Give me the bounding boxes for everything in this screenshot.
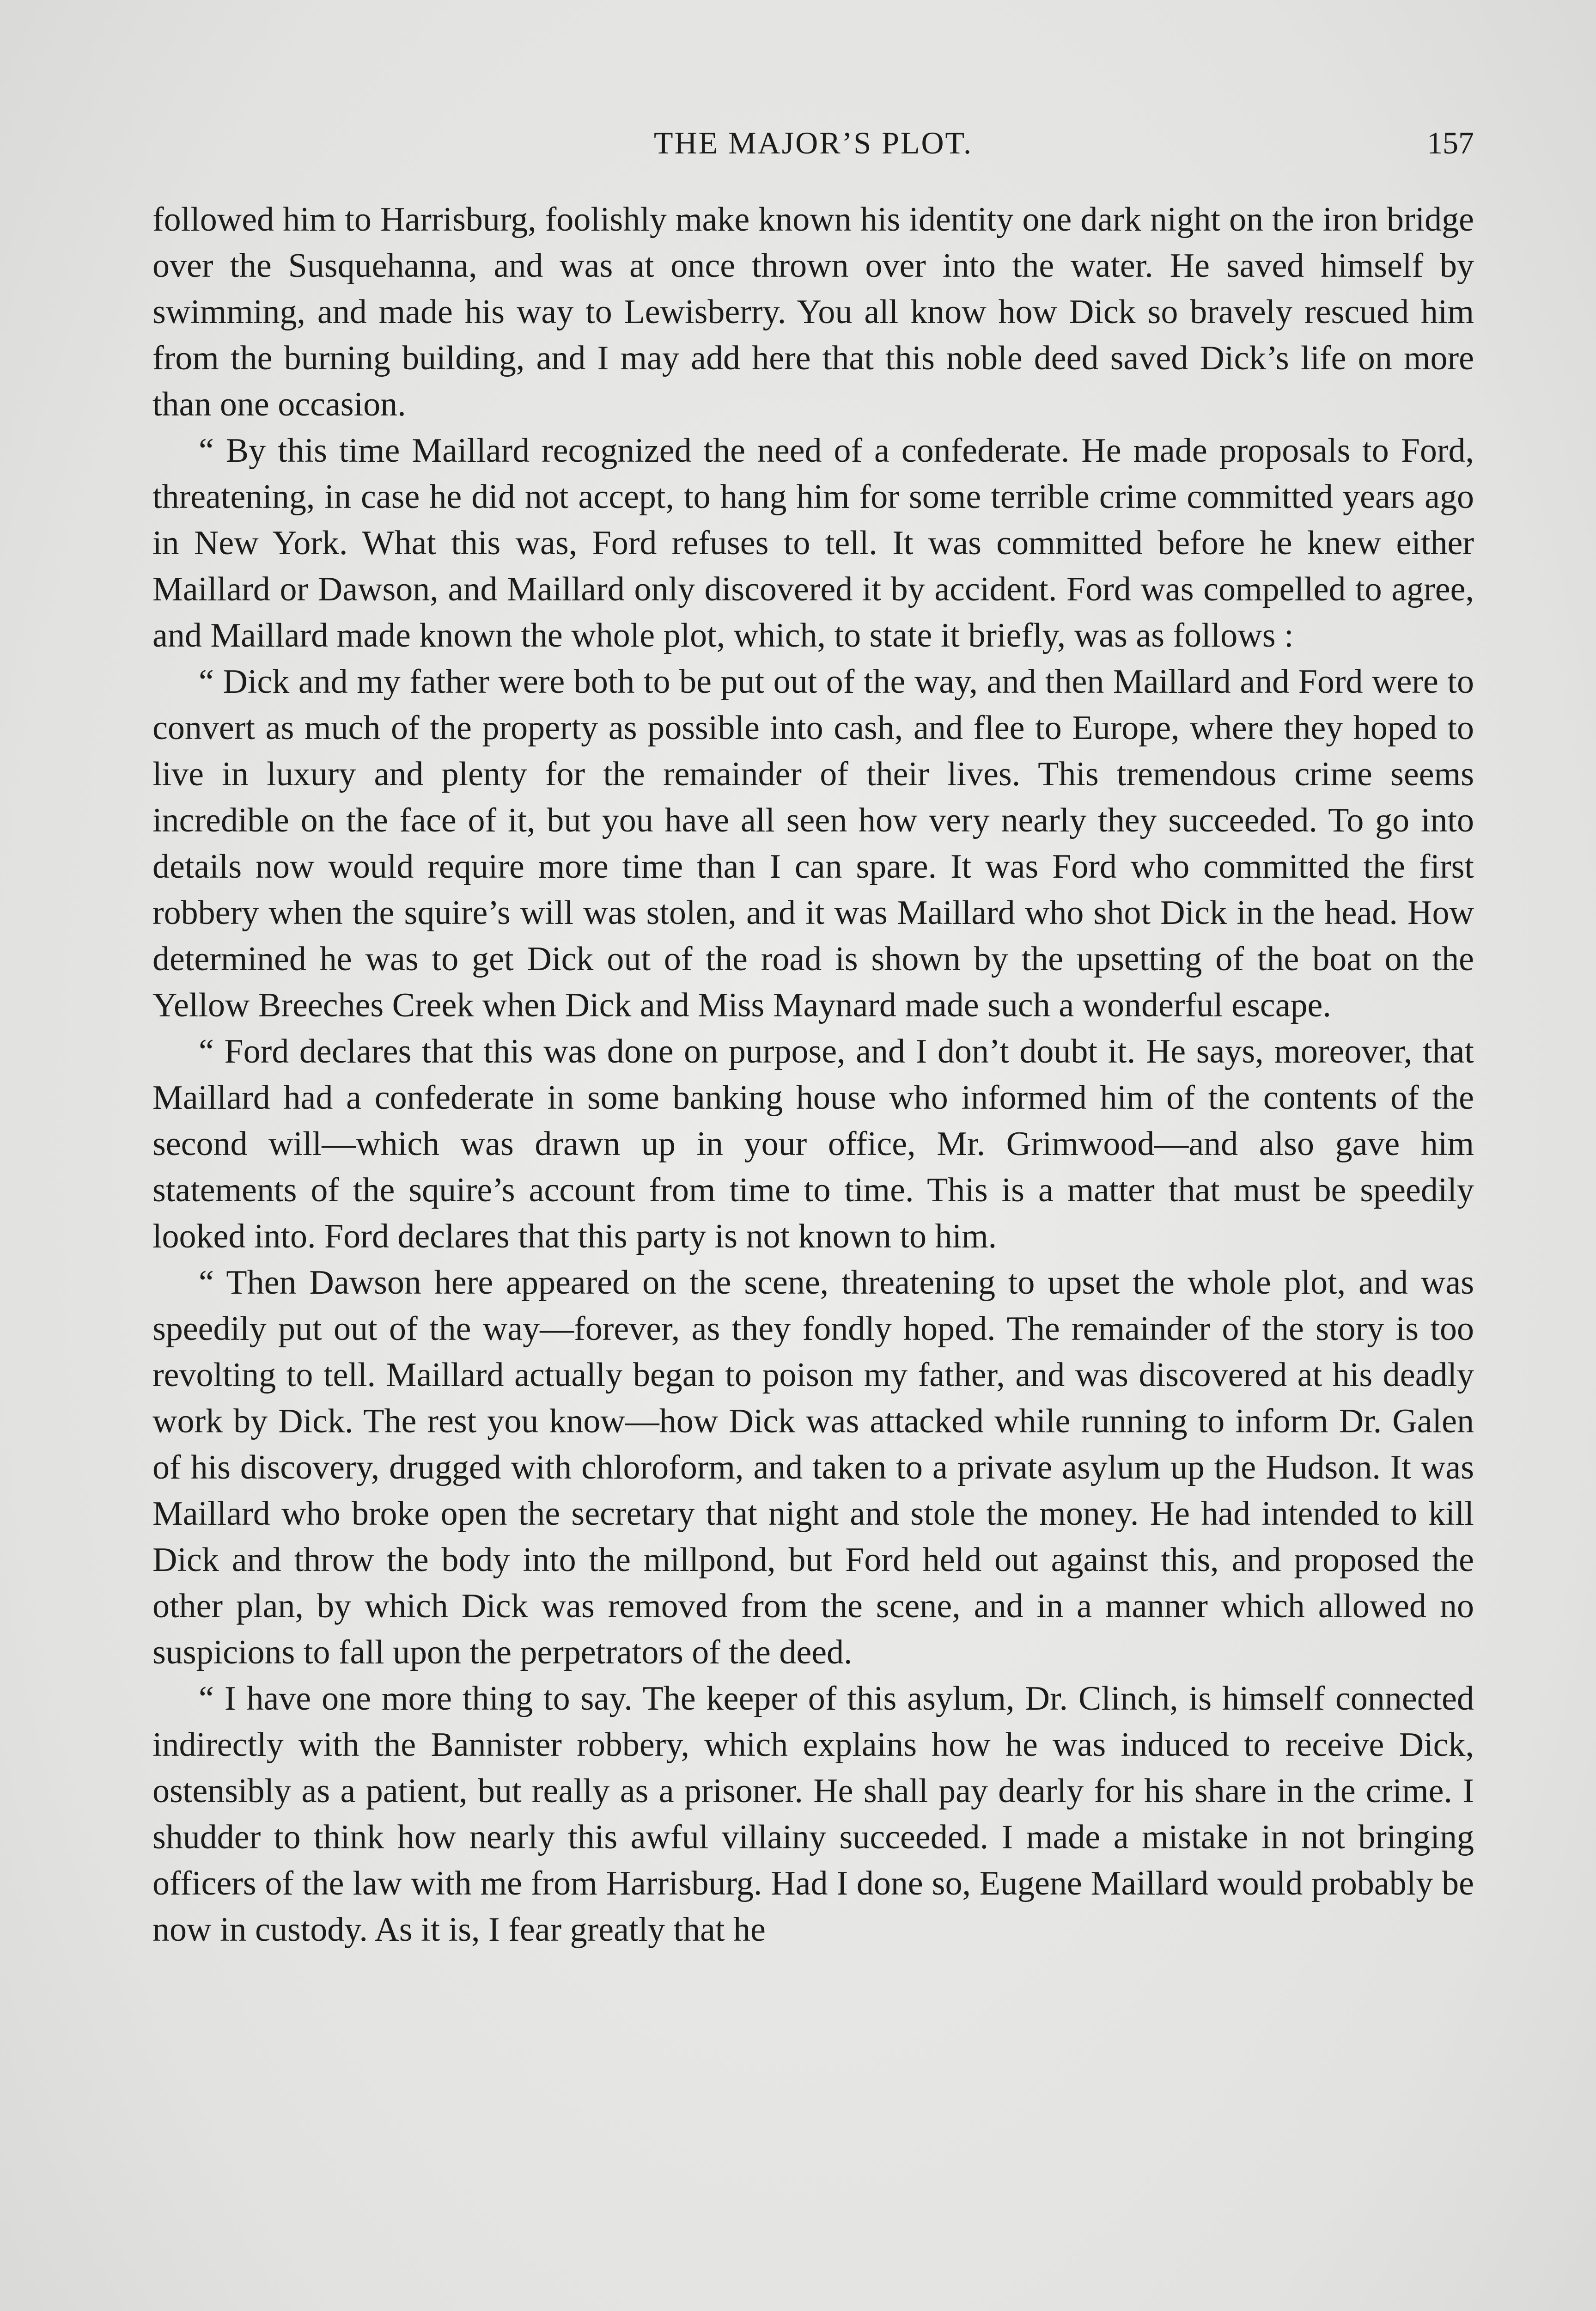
paragraph: “ Dick and my father were both to be put out of the way, and then Maillard and Ford were to convert as much of the property as possible into cash, and flee to Europe, where they hoped to live in luxury and plenty for the remainder of their lives. This tremendous crime seems incredible on the face of it, but you have all seen how very nearly they succeeded. To go into details now would require more time than I can spare. It was Ford who committed the first robbery when the squire’s will was stolen, and it was Maillard who shot Dick in the head. How determined he was to get Dick out of the road is shown by the upsetting of the boat on the Yellow Breeches Creek when Dick and Miss Maynard made such a wonderful escape. xyxy=(152,663,1474,1024)
body-text xyxy=(152,196,1474,2311)
paragraph: “ Ford declares that this was done on purpose, and I don’t doubt it. He says, moreover, that Maillard had a confederate in some banking house who informed him of the contents of the second will—which was drawn up in your office, Mr. Grimwood—and also gave him statements of the squire’s account from time to time. This is a matter that must be speedily looked into. Ford declares that this party is not known to him. xyxy=(152,1033,1474,1255)
paragraph: followed him to Harrisburg, foolishly make known his identity one dark night on the iron bridge over the Susquehanna, and was at once thrown over into the water. He saved himself by swimming, and made his way to Lewisberry. You all know how Dick so bravely rescued him from the burning building, and I may add here that this noble deed saved Dick’s life on more than one occasion. xyxy=(152,201,1474,423)
page-number: 157 xyxy=(1427,125,1474,160)
paragraph: “ By this time Maillard recognized the need of a confederate. He made proposals to Ford, threatening, in case he did not accept, to hang him for some terrible crime committed years ago in New York. What this was, Ford refuses to tell. It was committed before he knew either Maillard or Dawson, and Maillard only discovered it by accident. Ford was compelled to agree, and Maillard made known the whole plot, which, to state it briefly, was as follows : xyxy=(152,432,1474,654)
paragraph: “ I have one more thing to say. The keeper of this asylum, Dr. Clinch, is himself connected indirectly with the Bannister robbery, which explains how he was induced to receive Dick, ostensibly as a patient, but really as a prisoner. He shall pay dearly for his share in the crime. I shudder to think how nearly this awful villainy succeeded. I made a mistake in not bringing officers of the law with me from Harrisburg. Had I done so, Eugene Maillard would probably be now in custody. As it is, I fear greatly that he xyxy=(152,1680,1474,1949)
paragraph: “ Then Dawson here appeared on the scene, threatening to upset the whole plot, and was speedily put out of the way—forever, as they fondly hoped. The remainder of the story is too revolting to tell. Maillard actually began to poison my father, and was discovered at his deadly work by Dick. The rest you know—how Dick was attacked while running to inform Dr. Galen of his discovery, drugged with chloroform, and taken to a private asylum up the Hudson. It was Maillard who broke open the secretary that night and stole the money. He had intended to kill Dick and throw the body into the millpond, but Ford held out against this, and proposed the other plan, by which Dick was removed from the scene, and in a manner which allowed no suspicions to fall upon the perpetrators of the deed. xyxy=(152,1264,1474,1671)
page-header xyxy=(152,125,1474,176)
running-title: THE MAJOR’S PLOT. xyxy=(653,125,973,160)
